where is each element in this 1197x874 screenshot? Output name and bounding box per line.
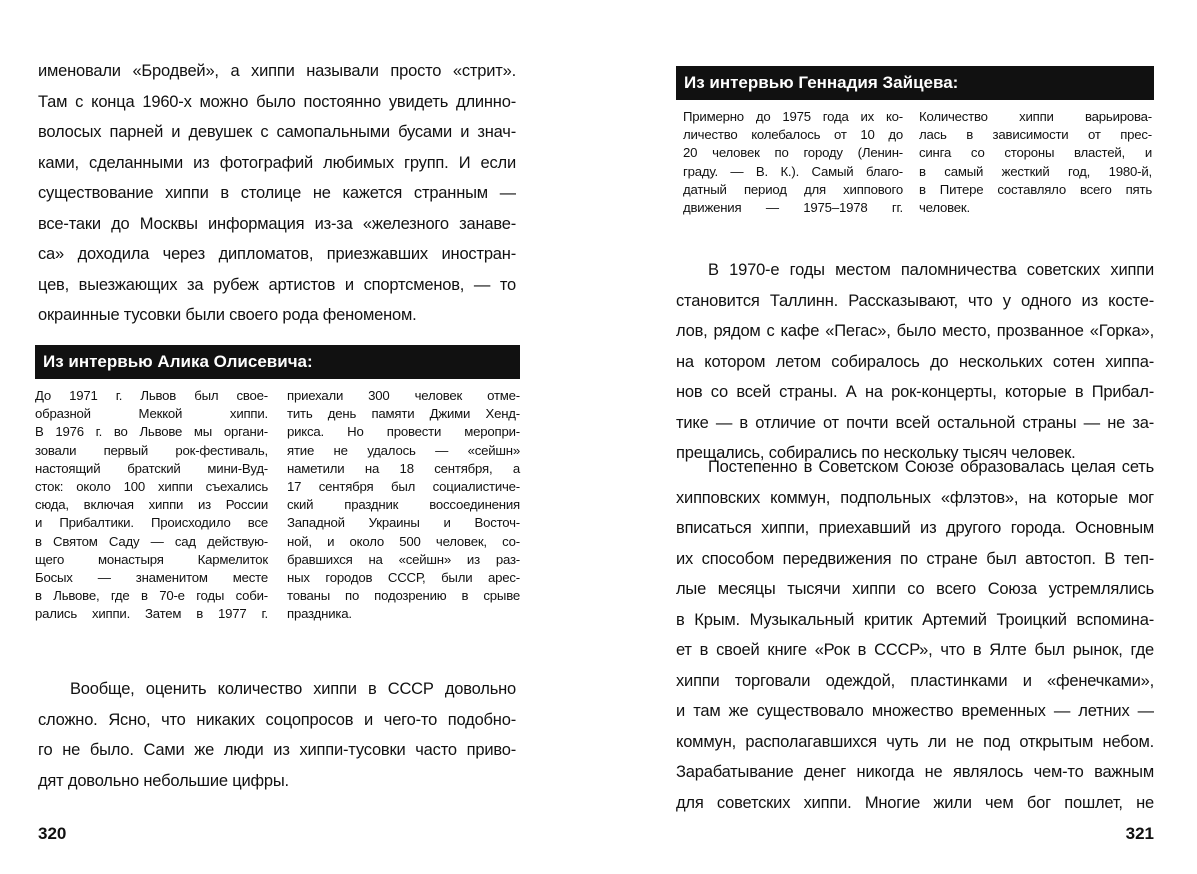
- box-column-1: [35, 387, 268, 623]
- text-line: становится Таллинн. Рассказывают, что у одного из костe-: [676, 291, 1154, 310]
- text-line: для советских хиппи. Многие жили чем бог пошлет, не: [676, 793, 1154, 812]
- text-line: коммун, располагавшихся чуть ли не под открытым небом.: [676, 732, 1154, 751]
- body-paragraph: [38, 674, 516, 796]
- text-line: окраинные тусовки были своего рода феноменом.: [38, 306, 417, 324]
- text-line: дят довольно небольшие цифры.: [38, 771, 289, 790]
- text-line: цев, выезжающих за рубеж артистов и спортсменов, — то: [38, 275, 516, 294]
- text-line: тить день памяти Джими Хенд-: [287, 406, 520, 422]
- text-line: зовали первый рок-фестиваль,: [35, 442, 268, 458]
- text-line: 20 человек по городу (Ленин-: [683, 145, 903, 161]
- intro-text: [38, 56, 516, 331]
- body-paragraph-1: [676, 255, 1154, 469]
- text-line: Постепенно в Советском Союзе образовалась целая сеть: [708, 458, 1154, 476]
- text-line: именовали «Бродвей», а хиппи называли просто «стрит».: [38, 62, 516, 80]
- box-column-2: [287, 387, 520, 623]
- text-line: До 1971 г. Львов был свое-: [35, 388, 268, 403]
- text-line: лые месяцы тысячи хиппи со всего Союза устремлялись: [676, 580, 1154, 598]
- text-line: в Святом Саду — сад действую-: [35, 533, 268, 549]
- text-line: го не было. Сами же люди из хиппи-тусовки часто приво-: [38, 741, 516, 759]
- text-line: в Львове, где в 70-е годы соби-: [35, 588, 268, 604]
- text-line: тике — в отличие от почти всей остальной страны — не за-: [676, 413, 1154, 432]
- text-line: приехали 300 человек отме-: [287, 388, 520, 403]
- text-line: Западной Украины и Восточ-: [287, 515, 520, 531]
- text-line: В 1976 г. во Львове мы органи-: [35, 424, 268, 440]
- text-line: лась в зависимости от прес-: [919, 127, 1152, 143]
- text-line: образной Меккой хиппи.: [35, 406, 268, 422]
- text-line: са» доходила через дипломатов, приезжавших иностран-: [38, 245, 516, 263]
- text-line: в Питере составляло всего пять: [919, 181, 1152, 197]
- text-line: ятие не удалось — «сейшн»: [287, 442, 520, 458]
- text-line: личество колебалось от 10 до: [683, 127, 903, 143]
- text-line: Там с конца 1960-х можно было постоянно увидеть длинно-: [38, 92, 516, 111]
- text-line: сток: около 100 хиппи съехались: [35, 478, 268, 494]
- text-line: хиппи торговали одеждой, пластинками и «фенечками»,: [676, 671, 1154, 690]
- text-line: ский праздник воссоединения: [287, 497, 520, 513]
- text-line: наметили на 18 сентября, а: [287, 460, 520, 476]
- text-line: и Прибалтики. Происходило все: [35, 515, 268, 531]
- text-line: рались хиппи. Затем в 1977 г.: [35, 606, 268, 622]
- box-title: Из интервью Геннадия Зайцева:: [676, 66, 1154, 100]
- text-line: сюда, включая хиппи из России: [35, 497, 268, 513]
- text-line: Вообще, оценить количество хиппи в СССР довольно: [70, 680, 516, 698]
- text-line: их способом передвижения по стране был автостоп. В теп-: [676, 549, 1154, 568]
- text-line: В 1970-е годы местом паломничества советских хиппи: [708, 261, 1154, 279]
- text-line: движения — 1975–1978 гг.: [683, 199, 903, 215]
- box-column-2: [919, 108, 1152, 217]
- text-line: рикса. Но провести меропри-: [287, 424, 520, 440]
- text-line: датный период для хиппового: [683, 181, 903, 197]
- text-line: лов, рядом с кафе «Пегас», было место, прозванное «Горка»,: [676, 322, 1154, 340]
- interview-box-zaitsev: [676, 66, 1154, 217]
- body-paragraph-2: [676, 452, 1154, 818]
- text-line: щего монастыря Кармелиток: [35, 551, 268, 567]
- text-line: прещались, собирались по нескольку тысяч человек.: [676, 444, 1076, 462]
- text-line: синга со стороны властей, и: [919, 145, 1152, 161]
- page-number: 321: [1125, 824, 1154, 843]
- text-line: бравшихся на «сейшн» из раз-: [287, 551, 520, 567]
- text-line: человек.: [919, 199, 970, 215]
- interview-box-olisevich: [35, 345, 520, 623]
- text-line: и там же существовало множество временных — летних —: [676, 702, 1154, 720]
- text-line: граду. — В. К.). Самый благо-: [683, 163, 903, 179]
- text-line: существование хиппи в столице не кажется странным —: [38, 184, 516, 202]
- text-line: 17 сентября был социалистиче-: [287, 478, 520, 494]
- text-line: Примерно до 1975 года их ко-: [683, 109, 903, 124]
- text-line: Количество хиппи варьирова-: [919, 109, 1152, 124]
- text-line: Босых — знаменитом месте: [35, 569, 268, 585]
- box-column-1: [683, 108, 903, 217]
- text-line: в Крым. Музыкальный критик Артемий Троицкий вспомина-: [676, 610, 1154, 629]
- right-page: [676, 0, 1154, 874]
- text-line: вписаться хиппи, приехавший из другого города. Основным: [676, 519, 1154, 537]
- box-title: Из интервью Алика Олисевича:: [35, 345, 520, 379]
- text-line: праздника.: [287, 606, 352, 622]
- left-page: [35, 0, 520, 874]
- text-line: тованы по подозрению в срыве: [287, 588, 520, 604]
- text-line: волосых парней и девушек с самопальными бусами и знач-: [38, 123, 516, 141]
- text-line: ет в своей книге «Рок в СССР», что в Ялте был рынок, где: [676, 641, 1154, 659]
- text-line: ных городов СССР, были арес-: [287, 569, 520, 585]
- text-line: ной, и около 500 человек, со-: [287, 533, 520, 549]
- text-line: нов со всей страны. А на рок-концерты, которые в Прибал-: [676, 383, 1154, 401]
- text-line: настоящий братский мини-Вуд-: [35, 460, 268, 476]
- text-line: все-таки до Москвы информация из-за «железного занаве-: [38, 214, 516, 233]
- text-line: ками, сделанными из фотографий любимых групп. И если: [38, 153, 516, 172]
- text-line: Зарабатывание денег никогда не являлось чем-то важным: [676, 763, 1154, 781]
- text-line: хипповских коммун, подпольных «флэтов», на которые мог: [676, 488, 1154, 507]
- text-line: на котором летом собиралось до нескольких сотен хиппа-: [676, 352, 1154, 371]
- text-line: в самый жесткий год, 1980-й,: [919, 163, 1152, 179]
- page-number: 320: [38, 824, 67, 843]
- text-line: сложно. Ясно, что никаких соцопросов и чего-то подобно-: [38, 710, 516, 729]
